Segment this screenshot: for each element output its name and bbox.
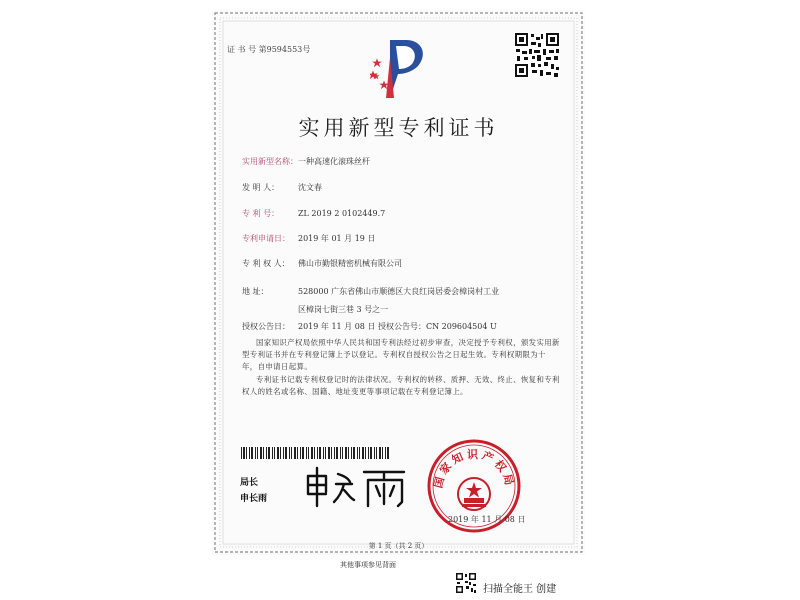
scanner-qr-icon <box>455 572 477 594</box>
field-grant-date <box>242 321 497 332</box>
seal-date: 2019 年 11 月 08 日 <box>448 515 526 524</box>
director-title: 局长 <box>240 478 259 488</box>
field-inventor <box>242 182 322 193</box>
field-patent-number <box>242 208 385 219</box>
scanner-brand-watermark: 扫描全能王 创建 <box>483 584 557 595</box>
legal-paragraph-1: 国家知识产权局依照中华人民共和国专利法经过初步审查，决定授予专利权，颁发实用新型专利证书并在专利登记簿上予以登记。专利权自授权公告之日起生效。专利权期限为十年，自申请日起算。 <box>242 338 560 371</box>
field-application-date <box>242 233 375 244</box>
field-address <box>242 286 499 297</box>
patent-office-logo-icon <box>370 38 430 100</box>
field-value: 2019 年 11 月 08 日 授权公告号：CN 209604504 U <box>298 322 497 331</box>
footer-note: 其他事项参见背面 <box>340 561 396 569</box>
field-patentee <box>242 258 402 269</box>
field-label: 专利申请日： <box>242 234 290 243</box>
field-label: 实用新型名称： <box>242 157 298 166</box>
field-value: 528000 广东省佛山市顺德区大良红岗居委会樟岗村工业 <box>298 287 500 296</box>
field-label: 地 址： <box>242 287 269 296</box>
barcode-icon <box>241 447 391 459</box>
qr-code-icon <box>514 32 560 78</box>
patent-certificate <box>212 10 585 555</box>
national-emblem-icon <box>458 478 490 510</box>
field-label: 专 利 权 人： <box>242 259 290 268</box>
field-value: 沈文春 <box>298 183 322 192</box>
director-name: 申长雨 <box>240 494 268 504</box>
field-utility-model-name <box>242 156 370 167</box>
page-number: 第 1 页（共 2 页） <box>368 542 429 550</box>
field-value: 佛山市勤银精密机械有限公司 <box>298 259 402 268</box>
field-address-line2: 区樟岗七街三巷 3 号之一 <box>298 305 389 314</box>
legal-paragraph-2: 专利证书记载专利权登记时的法律状况。专利权的转移、质押、无效、终止、恢复和专利权人的姓名或名称、国籍、地址变更等事项记载在专利登记簿上。 <box>242 375 560 396</box>
field-label: 发 明 人： <box>242 183 280 192</box>
field-label: 专 利 号： <box>242 209 280 218</box>
certificate-title: 实用新型专利证书 <box>298 116 499 140</box>
field-value: ZL 2019 2 0102449.7 <box>298 209 386 218</box>
field-value: 一种高速化滚珠丝杆 <box>298 157 370 166</box>
field-value: 2019 年 01 月 19 日 <box>298 234 376 243</box>
seal-text: 国家知识产权局 <box>431 448 517 490</box>
field-label: 授权公告日： <box>242 322 290 331</box>
director-signature <box>304 466 416 510</box>
certificate-number: 证 书 号 第9594553号 <box>227 45 311 54</box>
